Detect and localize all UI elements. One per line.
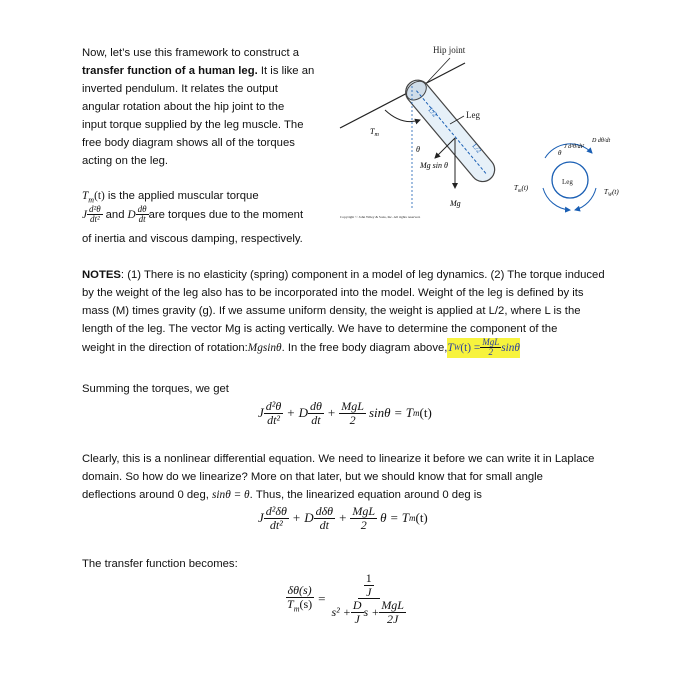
tm-description: is the applied muscular torque — [104, 190, 259, 202]
tm-label: $T_m$ — [370, 127, 379, 138]
copyright-caption: Copyright © John Wiley & Sons, Inc. All rights reserved. — [340, 215, 421, 219]
intro-bold: transfer function of a human leg. — [82, 65, 258, 77]
linearize-line-3: deflections around 0 deg, sinθ = θ. Thus, the linearized equation around 0 deg is — [82, 489, 482, 501]
rotation-tw-label: $T_W(t)$ — [604, 188, 619, 198]
rotation-arc-right — [575, 188, 596, 210]
d-fraction — [136, 205, 149, 225]
intro-line-2 — [82, 62, 332, 80]
intro-line-7: acting on the leg. — [82, 155, 169, 167]
notes-label: NOTES — [82, 269, 121, 281]
linearize-line-1: Clearly, this is a nonlinear differential equation. We need to linearize it before we can write it in Laplace — [82, 453, 595, 465]
torque-description: are torques due to the moment — [148, 208, 304, 221]
linearized-equation: J $\frac{\text{d²δθ}}{\text{dt²}}$ + D $\frac{\text{dδθ}}{dt}$ + $\frac{\text{MgL}}{2}$ θ = T m (t) — [258, 504, 428, 532]
leg-body — [401, 75, 500, 186]
and-word: and — [105, 208, 125, 221]
definition-torques — [82, 205, 303, 225]
definition-line-3: of inertia and viscous damping, respectively. — [82, 233, 303, 245]
free-body-diagram — [330, 38, 635, 228]
notes-paragraph — [82, 266, 642, 358]
theta-label: θ — [416, 145, 420, 154]
intro-line-3: inverted pendulum. It relates the output — [82, 83, 278, 95]
intro-line-4: angular rotation about the hip joint to the — [82, 101, 285, 113]
summing-text: Summing the torques, we get — [82, 383, 229, 395]
intro-paragraph — [82, 44, 332, 170]
leg-label: Leg — [466, 110, 480, 120]
tm-subscript: m — [88, 195, 95, 205]
notes-line-5: weight in the direction of rotation: Mgsinθ . In the free body diagram above, T W (t) = $\frac{\text{MgL}}{2}$ sinθ — [82, 337, 520, 358]
transfer-function: $\frac{\delta\theta(s)}{T_m(s)}$ = $\frac{1}{J}$ s² + $\frac{D}{J}$ s + $\frac{\text{MgL}}{2J}$ — [287, 571, 404, 626]
j-symbol: J — [82, 208, 88, 221]
rotation-tm-label: $T_m(t)$ — [514, 184, 529, 194]
intro-line-2-rest: It is like an — [257, 65, 315, 77]
linearize-line-2: domain. So how do we linearize? More on that later, but we should know that for small angle — [82, 471, 543, 483]
mgsin-inline: Mgsinθ — [247, 341, 282, 354]
intro-line-1: Now, let’s use this framework to construct a — [82, 47, 300, 59]
hip-joint-label: Hip joint — [433, 45, 466, 55]
tw-fraction: $\frac{\text{MgL}}{2}$ — [482, 337, 500, 358]
j-frac-num: d²θ — [89, 204, 101, 214]
tm-arc — [385, 110, 420, 122]
transfer-function-label: The transfer function becomes: — [82, 558, 238, 570]
nonlinear-equation: J $\frac{\text{d²θ}}{\text{dt²}}$ + D $\frac{d\theta}{dt}$ + $\frac{\text{MgL}}{2}$ sinθ = T m (t) — [258, 399, 432, 427]
rotation-theta-label: θ — [558, 149, 562, 157]
j-frac-den: dt² — [89, 214, 100, 225]
rotation-d-label: D dθ/dt — [592, 138, 611, 144]
notes-line-3: mass (M) times gravity (g). If we assume uniform density, the weight is applied at L/2, where L is the — [82, 305, 581, 317]
notes-line-4: length of the leg. The vector Mg is acting vertically. We have to determine the component of the — [82, 323, 558, 335]
notes-line-1: NOTES: (1) There is no elasticity (spring) component in a model of leg dynamics. (2) The torque induced — [82, 269, 605, 281]
notes-line-2: by the weight of the leg also has to be incorporated into the model. Weight of the leg is defined by its — [82, 287, 584, 299]
d-symbol: D — [127, 208, 136, 221]
j-fraction — [87, 205, 103, 225]
tm-symbol: T — [82, 190, 89, 202]
mgsin-label: Mg sin θ — [420, 161, 448, 170]
d-frac-den: dt — [138, 214, 146, 225]
half-length-2: L/2 — [470, 142, 483, 155]
d-frac-num: dθ — [137, 204, 147, 214]
tw-highlight: T W (t) = $\frac{\text{MgL}}{2}$ sinθ — [447, 337, 520, 358]
mg-label: Mg — [450, 199, 461, 208]
half-length-1: L/2 — [426, 106, 439, 119]
linearize-paragraph — [82, 450, 642, 504]
tm-arg: (t) — [94, 190, 105, 202]
rotation-leg-label: Leg — [562, 178, 573, 186]
intro-line-6: free body diagram shows all of the torques — [82, 137, 295, 149]
intro-line-5: input torque supplied by the leg muscle. The — [82, 119, 304, 131]
rotation-j-label: J d²θ/dt² — [564, 144, 585, 150]
